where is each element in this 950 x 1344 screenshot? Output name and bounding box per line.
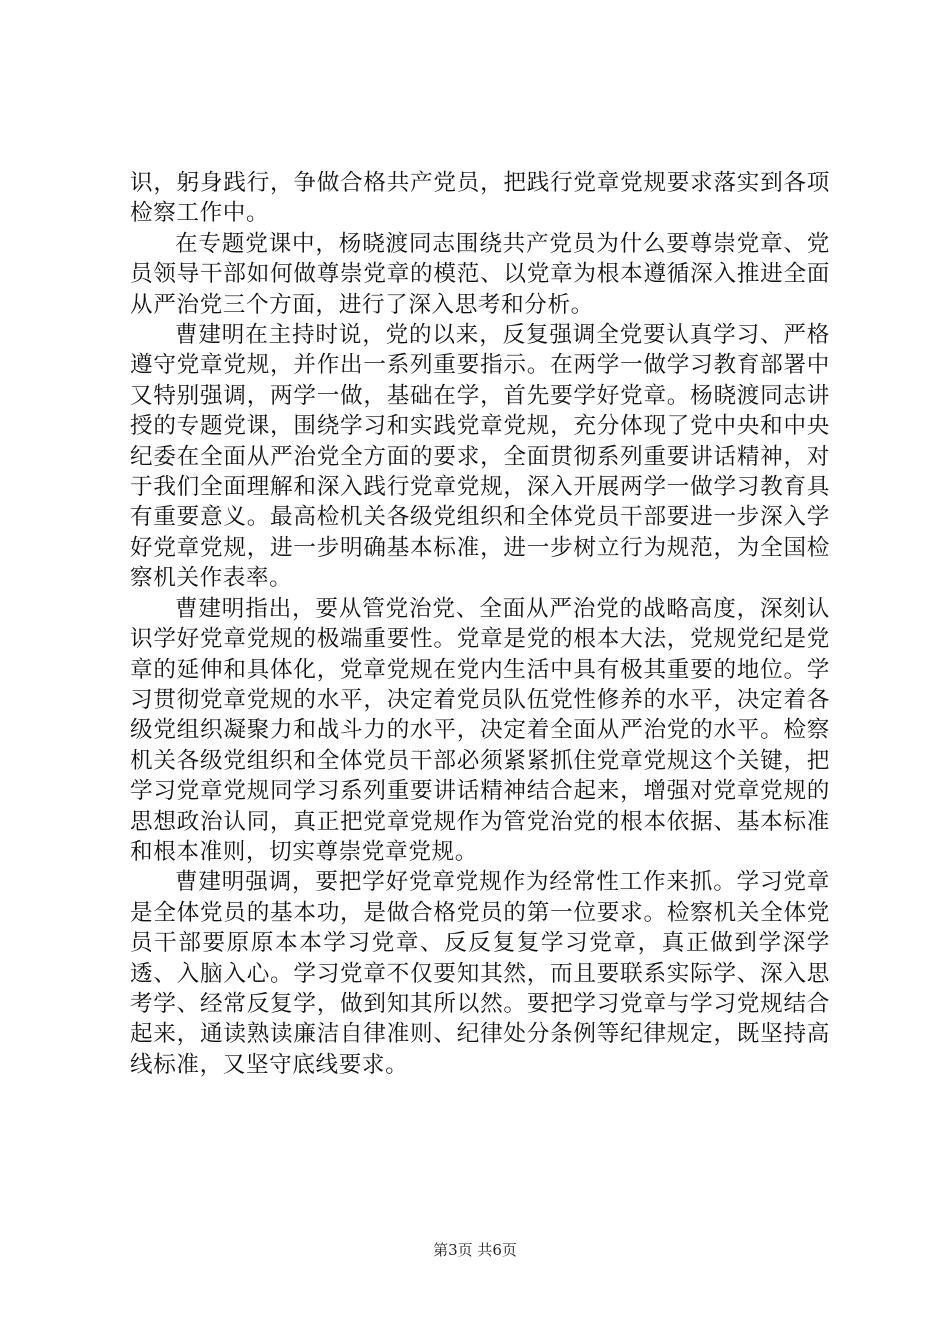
page-number-label: 第3页 共6页	[433, 1241, 517, 1259]
paragraph-5: 曹建明强调，要把学好党章党规作为经常性工作来抓。学习党章是全体党员的基本功，是做合格党员的第一位要求。检察机关全体党员干部要原原本本学习党章、反反复复学习党章，真正做到学深学透、入脑入心。学习党章不仅要知其然，而且要联系实际学、深入思考学、经常反复学，做到知其所以然。要把学习党章与学习党规结合起来，通读熟读廉洁自律准则、纪律处分条例等纪律规定，既坚持高线标准，又坚守底线要求。	[130, 869, 830, 1078]
document-body	[130, 168, 830, 1080]
paragraph-4: 曹建明指出，要从管党治党、全面从严治党的战略高度，深刻认识学好党章党规的极端重要性。党章是党的根本大法，党规党纪是党章的延伸和具体化，党章党规在党内生活中具有极其重要的地位。学习贯彻党章党规的水平，决定着党员队伍党性修养的水平，决定着各级党组织凝聚力和战斗力的水平，决定着全面从严治党的水平。检察机关各级党组织和全体党员干部必须紧紧抓住党章党规这个关键，把学习党章党规同学习系列重要讲话精神结合起来，增强对党章党规的思想政治认同，真正把党章党规作为管党治党的根本依据、基本标准和根本准则，切实尊崇党章党规。	[130, 595, 830, 865]
paragraph-3: 曹建明在主持时说，党的以来，反复强调全党要认真学习、严格遵守党章党规，并作出一系列重要指示。在两学一做学习教育部署中又特别强调，两学一做，基础在学，首先要学好党章。杨晓渡同志讲授的专题党课，围绕学习和实践党章党规，充分体现了党中央和中央纪委在全面从严治党全方面的要求，全面贯彻系列重要讲话精神，对于我们全面理解和深入践行党章党规，深入开展两学一做学习教育具有重要意义。最高检机关各级党组织和全体党员干部要进一步深入学好党章党规，进一步明确基本标准，进一步树立行为规范，为全国检察机关作表率。	[130, 322, 830, 592]
paragraph-2: 在专题党课中，杨晓渡同志围绕共产党员为什么要尊崇党章、党员领导干部如何做尊崇党章的模范、以党章为根本遵循深入推进全面从严治党三个方面，进行了深入思考和分析。	[130, 230, 830, 318]
paragraph-1: 识，躬身践行，争做合格共产党员，把践行党章党规要求落实到各项检察工作中。	[130, 170, 830, 227]
page-footer	[0, 1240, 950, 1260]
